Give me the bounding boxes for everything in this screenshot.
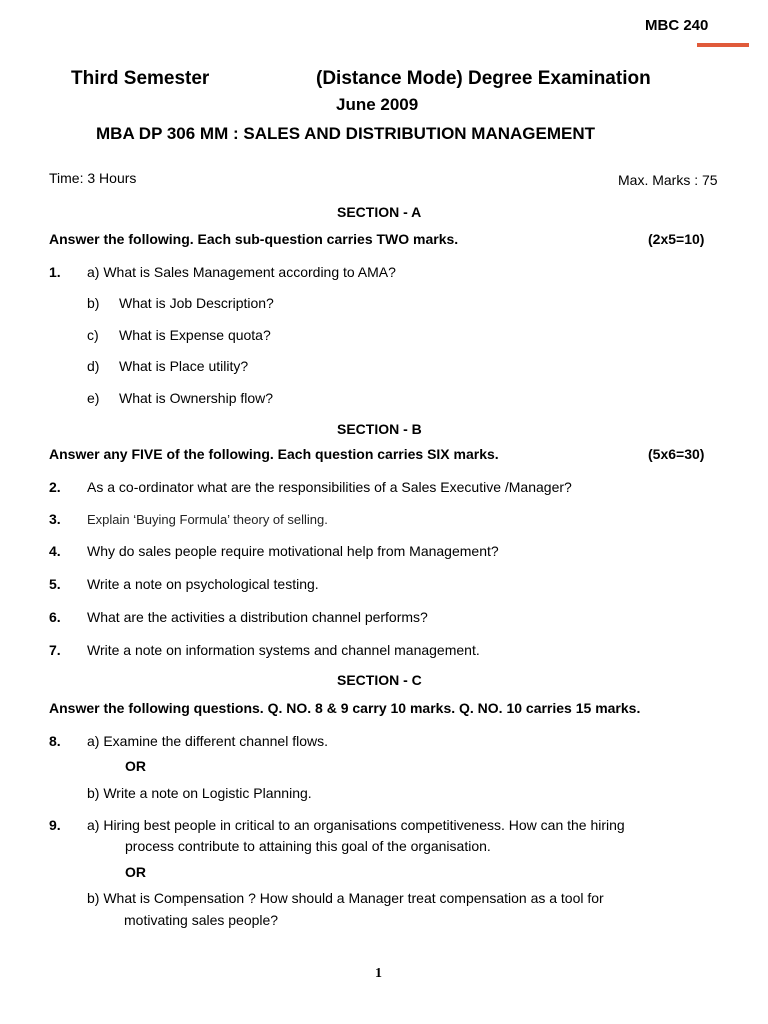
question-1d: What is Place utility? — [119, 358, 249, 374]
question-text: Explain ‘Buying Formula’ theory of selling. — [87, 512, 328, 527]
question-8b: b) Write a note on Logistic Planning. — [87, 785, 312, 801]
section-b-marks: (5x6=30) — [648, 446, 705, 462]
question-9a-line2: process contribute to attaining this goal of the organisation. — [125, 838, 491, 854]
question-1b-label: b) — [87, 295, 100, 311]
question-8a: a) Examine the different channel flows. — [87, 733, 328, 749]
question-text: As a co-ordinator what are the responsibilities of a Sales Executive /Manager? — [87, 479, 572, 495]
exam-date: June 2009 — [336, 95, 419, 114]
exam-title: (Distance Mode) Degree Examination — [316, 68, 651, 89]
or-label: OR — [125, 758, 146, 774]
section-c-instruction: Answer the following questions. Q. NO. 8 & 9 carry 10 marks. Q. NO. 10 carries 15 marks. — [49, 700, 641, 716]
course-title: MBA DP 306 MM : SALES AND DISTRIBUTION MANAGEMENT — [96, 124, 596, 143]
question-9b-line1: b) What is Compensation ? How should a Manager treat compensation as a tool for — [87, 890, 604, 906]
question-1d-label: d) — [87, 358, 100, 374]
section-b-instruction: Answer any FIVE of the following. Each question carries SIX marks. — [49, 446, 499, 462]
question-1b: What is Job Description? — [119, 295, 274, 311]
question-number: 8. — [49, 733, 61, 749]
question-9a-line1: a) Hiring best people in critical to an organisations competitiveness. How can the hiring — [87, 817, 625, 833]
section-a-instruction: Answer the following. Each sub-question carries TWO marks. — [49, 231, 459, 247]
time-label: Time: 3 Hours — [49, 170, 137, 186]
section-a-title: SECTION - A — [337, 204, 422, 220]
question-9b-line2: motivating sales people? — [124, 912, 279, 928]
semester-title: Third Semester — [71, 68, 210, 89]
question-number: 7. — [49, 642, 61, 658]
question-text: Write a note on psychological testing. — [87, 576, 319, 592]
question-number: 5. — [49, 576, 61, 592]
red-stamp-bar — [697, 43, 749, 47]
section-a-marks: (2x5=10) — [648, 231, 705, 247]
question-number: 1. — [49, 264, 61, 280]
question-1e-label: e) — [87, 390, 100, 406]
question-1c-label: c) — [87, 327, 99, 343]
section-b-title: SECTION - B — [337, 421, 422, 437]
question-1c: What is Expense quota? — [119, 327, 271, 343]
question-number: 4. — [49, 543, 61, 559]
question-1a: a) What is Sales Management according to AMA? — [87, 264, 396, 280]
question-text: What are the activities a distribution channel performs? — [87, 609, 428, 625]
or-label: OR — [125, 864, 146, 880]
paper-code: MBC 240 — [645, 17, 709, 34]
section-c-title: SECTION - C — [337, 672, 422, 688]
question-number: 2. — [49, 479, 61, 495]
max-marks-label: Max. Marks : 75 — [618, 172, 718, 188]
question-number: 9. — [49, 817, 61, 833]
question-number: 3. — [49, 511, 61, 527]
question-number: 6. — [49, 609, 61, 625]
question-text: Write a note on information systems and channel management. — [87, 642, 480, 658]
question-text: Why do sales people require motivational help from Management? — [87, 543, 499, 559]
question-1e: What is Ownership flow? — [119, 390, 274, 406]
page-number: 1 — [375, 966, 382, 981]
